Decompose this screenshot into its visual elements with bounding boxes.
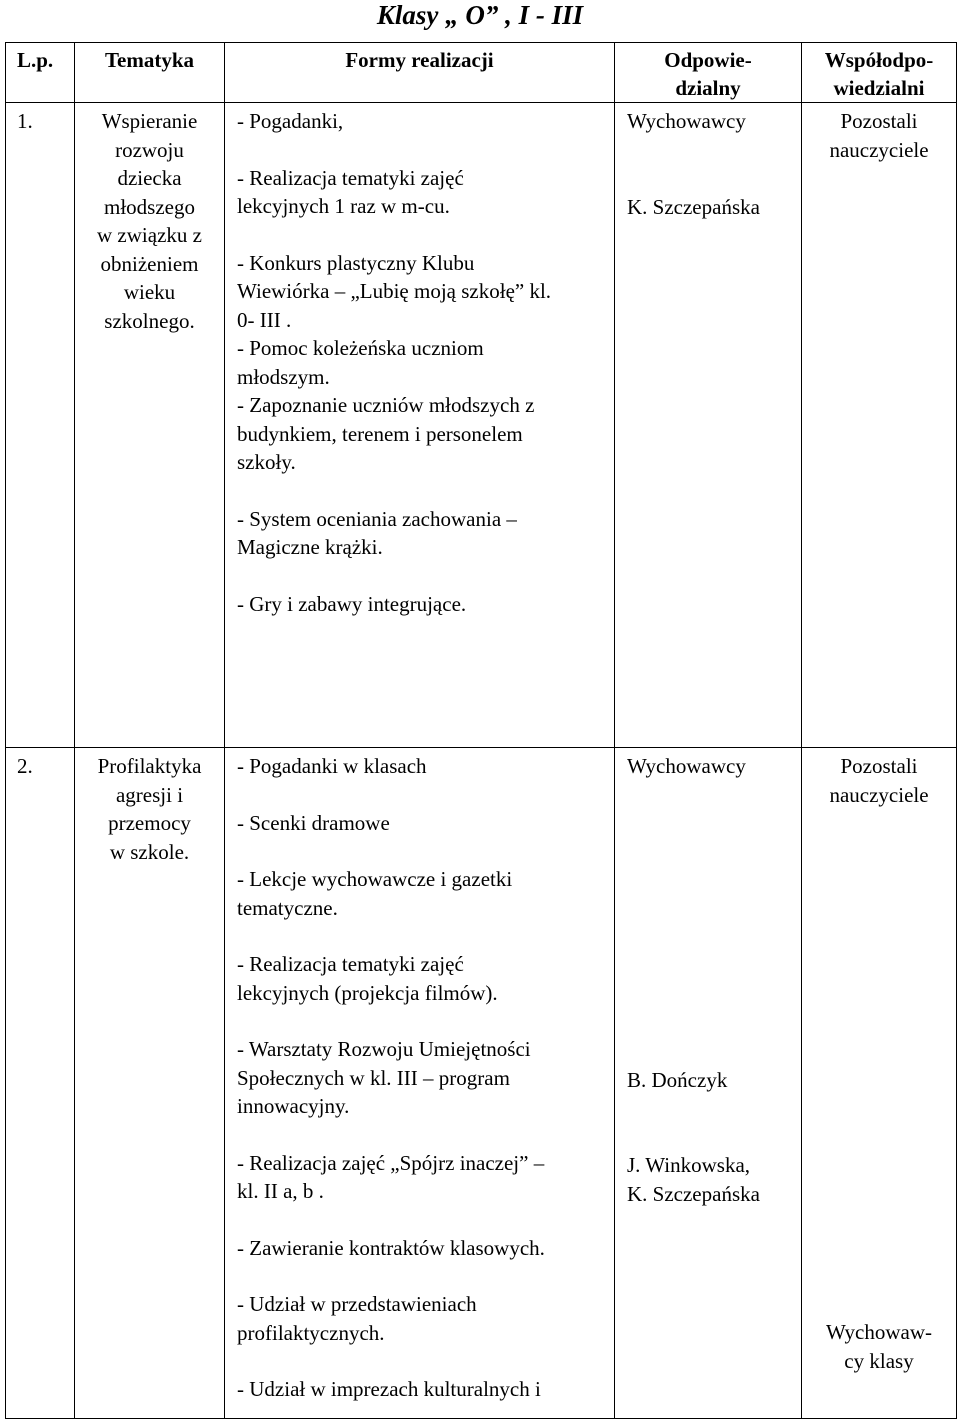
text-line: Wychowawcy xyxy=(627,754,746,778)
header-tematyka: Tematyka xyxy=(75,43,225,103)
header-formy: Formy realizacji xyxy=(225,43,615,103)
text-line: Wspieranie xyxy=(101,109,198,133)
table-row xyxy=(6,103,957,748)
text-line: Społecznych w kl. III – program xyxy=(237,1065,510,1090)
text-line: dziecka xyxy=(117,166,182,190)
text-line: przemocy xyxy=(108,811,191,835)
text-line: nauczyciele xyxy=(829,782,929,807)
text-line: - Lekcje wychowawcze i gazetki xyxy=(237,867,513,891)
text-line: Magiczne krążki. xyxy=(237,535,383,559)
header-odpowiedzialny xyxy=(615,43,802,103)
page-title: Klasy „ O” , I - III xyxy=(376,0,584,30)
text-line: młodszym. xyxy=(237,364,330,389)
text-line: - Udział w przedstawieniach xyxy=(237,1292,477,1316)
header-lp: L.p. xyxy=(6,43,75,103)
program-table xyxy=(5,42,957,1419)
header-wspolodpowiedzialni xyxy=(802,43,957,103)
text-line: - Realizacja zajęć „Spójrz inaczej” – xyxy=(237,1150,545,1175)
header-odpowiedzialny-line: Odpowie- xyxy=(664,48,752,72)
text-line: - Konkurs plastyczny Klubu xyxy=(237,250,475,275)
text-line: - Warsztaty Rozwoju Umiejętności xyxy=(237,1037,531,1061)
text-line: K. Szczepańska xyxy=(627,1181,760,1206)
text-line: B. Dończyk xyxy=(627,1067,728,1092)
text-line: - System oceniania zachowania – xyxy=(237,506,517,531)
header-wspolodpowiedzialni-line: Współodpo- xyxy=(824,48,934,72)
text-line: Profilaktyka xyxy=(97,754,202,778)
text-line: cy klasy xyxy=(844,1348,914,1373)
text-line: budynkiem, terenem i personelem xyxy=(237,421,523,446)
text-line: szkolnego. xyxy=(104,308,195,333)
text-line: - Pogadanki w klasach xyxy=(237,754,427,778)
cell-formy xyxy=(225,103,615,748)
cell-formy xyxy=(225,748,615,1419)
cell-odpowiedzialny xyxy=(615,103,802,748)
text-line: Wiewiórka – „Lubię moją szkołę” kl. xyxy=(237,279,552,303)
table-row xyxy=(6,748,957,1419)
text-line: rozwoju xyxy=(115,137,184,162)
text-line: J. Winkowska, xyxy=(627,1153,751,1177)
text-line: młodszego xyxy=(104,194,195,219)
text-line: - Scenki dramowe xyxy=(237,810,390,835)
text-line: innowacyjny. xyxy=(237,1094,350,1118)
text-line: w związku z xyxy=(97,223,202,247)
cell-lp: 2. xyxy=(6,748,75,1419)
text-line: kl. II a, b . xyxy=(237,1179,324,1203)
text-line: Wychowawcy xyxy=(627,109,746,133)
cell-tematyka xyxy=(75,748,225,1419)
text-line: Pozostali xyxy=(840,109,918,133)
text-line: nauczyciele xyxy=(829,137,929,162)
text-line: lekcyjnych (projekcja filmów). xyxy=(237,980,498,1005)
text-line: obniżeniem xyxy=(100,251,199,276)
cell-lp: 1. xyxy=(6,103,75,748)
text-line: szkoły. xyxy=(237,450,296,474)
cell-tematyka xyxy=(75,103,225,748)
text-line: wieku xyxy=(123,280,176,304)
cell-wspolodpowiedzialni xyxy=(802,103,957,748)
text-line: agresji i xyxy=(115,782,184,807)
text-line: - Realizacja tematyki zajęć xyxy=(237,165,464,190)
cell-wspolodpowiedzialni xyxy=(802,748,957,1419)
text-line: w szkole. xyxy=(109,839,190,864)
text-line: - Realizacja tematyki zajęć xyxy=(237,952,464,976)
header-wspolodpowiedzialni-line: wiedzialni xyxy=(833,76,925,100)
cell-odpowiedzialny xyxy=(615,748,802,1419)
header-odpowiedzialny-line: dzialny xyxy=(675,76,741,100)
text-line: - Zapoznanie uczniów młodszych z xyxy=(237,393,535,417)
text-line: profilaktycznych. xyxy=(237,1320,385,1345)
text-line: Wychowaw- xyxy=(825,1320,933,1344)
text-line: - Udział w imprezach kulturalnych i xyxy=(237,1377,541,1401)
text-line: - Zawieranie kontraktów klasowych. xyxy=(237,1235,545,1260)
text-line: - Pogadanki, xyxy=(237,109,344,133)
text-line: - Pomoc koleżeńska uczniom xyxy=(237,336,484,360)
text-line: Pozostali xyxy=(840,754,918,778)
header-row xyxy=(6,43,957,103)
text-line: lekcyjnych 1 raz w m-cu. xyxy=(237,194,450,218)
text-line: 0- III . xyxy=(237,307,292,332)
text-line: tematyczne. xyxy=(237,895,338,920)
text-line: K. Szczepańska xyxy=(627,194,760,219)
text-line: - Gry i zabawy integrujące. xyxy=(237,591,467,616)
